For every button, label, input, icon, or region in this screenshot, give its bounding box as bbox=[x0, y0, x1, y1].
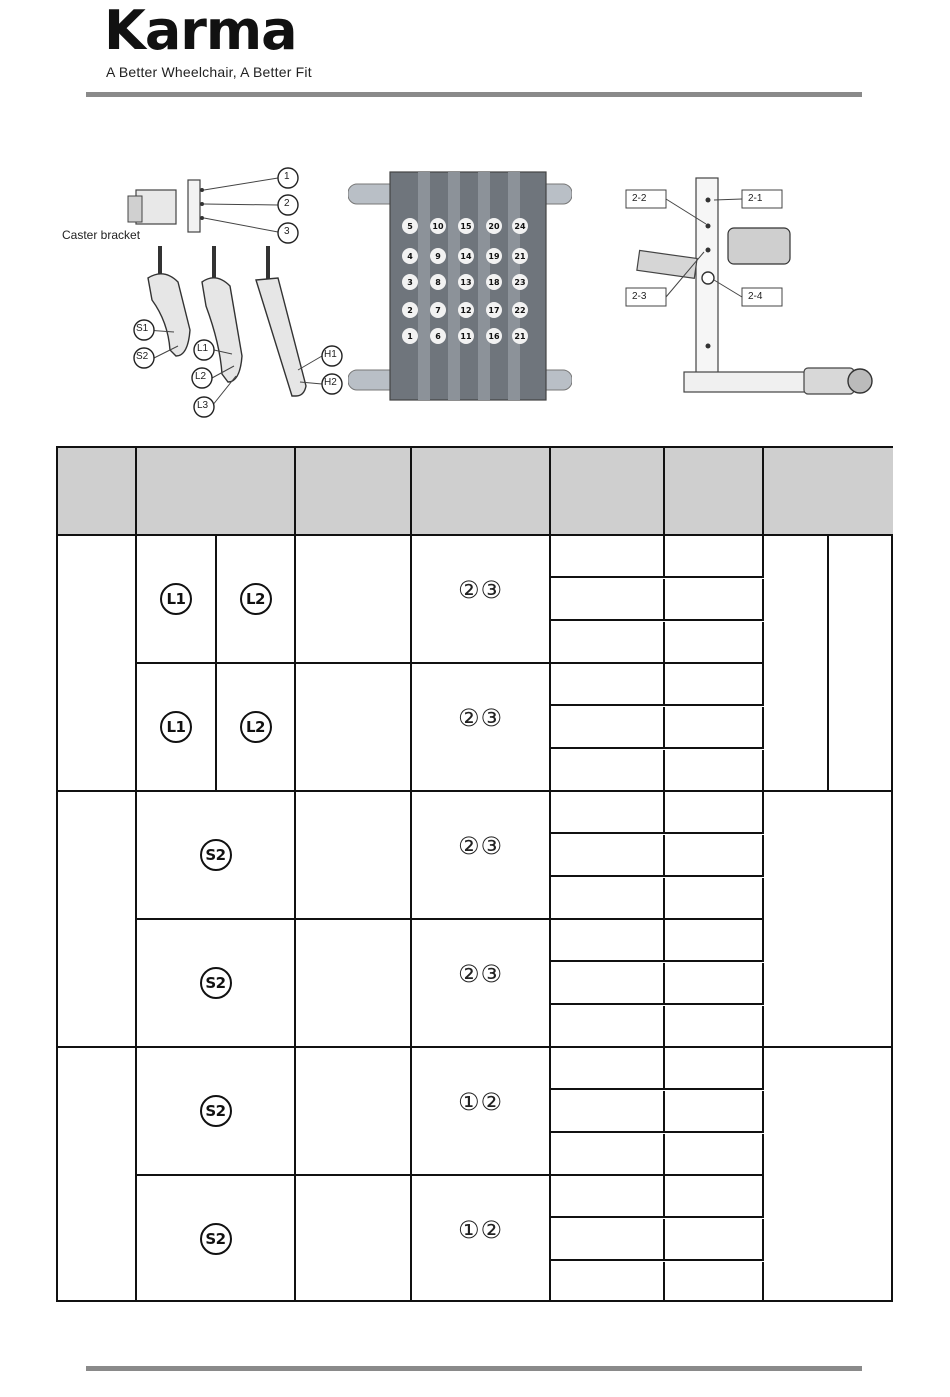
value-cell bbox=[665, 750, 764, 792]
brand-tagline: A Better Wheelchair, A Better Fit bbox=[106, 64, 312, 80]
value-cell bbox=[551, 792, 665, 834]
fork-badge: L2 bbox=[240, 711, 272, 743]
value-cell bbox=[665, 707, 764, 749]
bracket-holes-cell bbox=[412, 920, 551, 1048]
value-cell bbox=[665, 536, 764, 578]
fork-cell bbox=[137, 1176, 296, 1302]
bracket-hole-2-label: 2 bbox=[284, 198, 290, 209]
bracket-holes: ②③ bbox=[457, 832, 504, 860]
bracket-holes-cell bbox=[412, 536, 551, 664]
value-cell bbox=[665, 1262, 764, 1302]
caster-bracket-caption: Caster bracket bbox=[62, 228, 141, 242]
bracket-holes: ①② bbox=[457, 1216, 504, 1244]
plate-hole-number: 1 bbox=[402, 328, 418, 344]
merged-cell bbox=[764, 536, 829, 792]
value-cell bbox=[551, 622, 665, 664]
fork-s2-label: S2 bbox=[136, 351, 149, 362]
fork-cell bbox=[137, 1048, 296, 1176]
fork-badge: S2 bbox=[200, 1095, 232, 1127]
value-cell bbox=[551, 536, 665, 578]
plate-hole-number: 17 bbox=[486, 302, 502, 318]
header-cell bbox=[296, 448, 412, 536]
header-cell bbox=[137, 448, 296, 536]
plate-hole-number: 20 bbox=[486, 218, 502, 234]
value-cell bbox=[665, 622, 764, 664]
caster-settings-table bbox=[56, 446, 893, 1302]
value-cell bbox=[551, 963, 665, 1005]
blank-cell bbox=[296, 664, 412, 792]
fork-s1-label: S1 bbox=[136, 323, 149, 334]
plate-hole-number: 6 bbox=[430, 328, 446, 344]
callout-2-2: 2-2 bbox=[632, 193, 647, 204]
value-cell bbox=[551, 835, 665, 877]
blank-cell bbox=[296, 1048, 412, 1176]
plate-hole-number: 15 bbox=[458, 218, 474, 234]
merged-cell bbox=[829, 536, 893, 792]
header-cell bbox=[665, 448, 764, 536]
plate-hole-number: 11 bbox=[458, 328, 474, 344]
blank-cell bbox=[296, 536, 412, 664]
plate-hole-number: 4 bbox=[402, 248, 418, 264]
plate-hole-number: 13 bbox=[458, 274, 474, 290]
value-cell bbox=[551, 1006, 665, 1048]
fork-badge: L1 bbox=[160, 711, 192, 743]
value-cell bbox=[665, 1134, 764, 1176]
fork-cell bbox=[137, 664, 217, 792]
plate-hole-number: 21 bbox=[512, 248, 528, 264]
callout-2-3: 2-3 bbox=[632, 291, 647, 302]
value-cell bbox=[551, 750, 665, 792]
group-cell bbox=[58, 536, 137, 792]
plate-hole-number: 12 bbox=[458, 302, 474, 318]
value-cell bbox=[551, 1176, 665, 1218]
value-cell bbox=[665, 835, 764, 877]
value-cell bbox=[551, 1048, 665, 1090]
plate-hole-number: 2 bbox=[402, 302, 418, 318]
fork-badge: L2 bbox=[240, 583, 272, 615]
header-cell bbox=[412, 448, 551, 536]
fork-l3-label: L3 bbox=[197, 400, 209, 411]
value-cell bbox=[665, 878, 764, 920]
brand-logo: Karma bbox=[104, 0, 297, 62]
bracket-holes-cell bbox=[412, 664, 551, 792]
value-cell bbox=[665, 664, 764, 706]
value-cell bbox=[665, 1219, 764, 1261]
header-cell bbox=[551, 448, 665, 536]
axle-plate-photo bbox=[348, 166, 572, 410]
plate-hole-number: 8 bbox=[430, 274, 446, 290]
footer-divider bbox=[86, 1366, 862, 1371]
value-cell bbox=[551, 579, 665, 621]
blank-cell bbox=[296, 792, 412, 920]
plate-hole-number: 3 bbox=[402, 274, 418, 290]
bracket-hole-1-label: 1 bbox=[284, 171, 290, 182]
fork-cell bbox=[137, 792, 296, 920]
value-cell bbox=[551, 1219, 665, 1261]
merged-cell bbox=[764, 1048, 893, 1302]
bracket-holes-cell bbox=[412, 1176, 551, 1302]
value-cell bbox=[665, 792, 764, 834]
plate-hole-number: 16 bbox=[486, 328, 502, 344]
value-cell bbox=[551, 707, 665, 749]
caster-fork-diagram bbox=[56, 160, 346, 422]
bracket-holes: ②③ bbox=[457, 576, 504, 604]
plate-hole-number: 24 bbox=[512, 218, 528, 234]
fork-l2-label: L2 bbox=[195, 371, 207, 382]
value-cell bbox=[665, 1006, 764, 1048]
fork-badge: S2 bbox=[200, 839, 232, 871]
value-cell bbox=[665, 1176, 764, 1218]
header-cell bbox=[58, 448, 137, 536]
header-cell bbox=[764, 448, 893, 536]
value-cell bbox=[665, 1091, 764, 1133]
plate-hole-number: 22 bbox=[512, 302, 528, 318]
plate-hole-number: 5 bbox=[402, 218, 418, 234]
fork-l1-label: L1 bbox=[197, 343, 209, 354]
plate-hole-number: 21 bbox=[512, 328, 528, 344]
bracket-holes-cell bbox=[412, 792, 551, 920]
plate-hole-number: 19 bbox=[486, 248, 502, 264]
plate-hole-number: 18 bbox=[486, 274, 502, 290]
header-divider bbox=[86, 92, 862, 97]
bracket-holes-cell bbox=[412, 1048, 551, 1176]
value-cell bbox=[665, 579, 764, 621]
fork-badge: S2 bbox=[200, 1223, 232, 1255]
value-cell bbox=[551, 1134, 665, 1176]
plate-hole-number: 23 bbox=[512, 274, 528, 290]
bracket-holes: ②③ bbox=[457, 704, 504, 732]
value-cell bbox=[551, 1091, 665, 1133]
plate-hole-number: 14 bbox=[458, 248, 474, 264]
value-cell bbox=[551, 920, 665, 962]
group-cell bbox=[58, 792, 137, 1048]
plate-hole-number: 9 bbox=[430, 248, 446, 264]
frame-mount-diagram bbox=[624, 174, 878, 408]
value-cell bbox=[551, 664, 665, 706]
fork-cell bbox=[217, 536, 296, 664]
value-cell bbox=[551, 1262, 665, 1302]
bracket-hole-3-label: 3 bbox=[284, 226, 290, 237]
fork-badge: S2 bbox=[200, 967, 232, 999]
value-cell bbox=[665, 963, 764, 1005]
callout-2-1: 2-1 bbox=[748, 193, 763, 204]
value-cell bbox=[665, 920, 764, 962]
fork-h1-label: H1 bbox=[324, 349, 337, 360]
blank-cell bbox=[296, 1176, 412, 1302]
value-cell bbox=[551, 878, 665, 920]
fork-cell bbox=[137, 920, 296, 1048]
fork-badge: L1 bbox=[160, 583, 192, 615]
plate-hole-number: 10 bbox=[430, 218, 446, 234]
value-cell bbox=[665, 1048, 764, 1090]
callout-2-4: 2-4 bbox=[748, 291, 763, 302]
bracket-holes: ①② bbox=[457, 1088, 504, 1116]
group-cell bbox=[58, 1048, 137, 1302]
merged-cell bbox=[764, 792, 893, 1048]
bracket-holes: ②③ bbox=[457, 960, 504, 988]
blank-cell bbox=[296, 920, 412, 1048]
fork-cell bbox=[217, 664, 296, 792]
plate-hole-number: 7 bbox=[430, 302, 446, 318]
fork-cell bbox=[137, 536, 217, 664]
fork-h2-label: H2 bbox=[324, 377, 337, 388]
